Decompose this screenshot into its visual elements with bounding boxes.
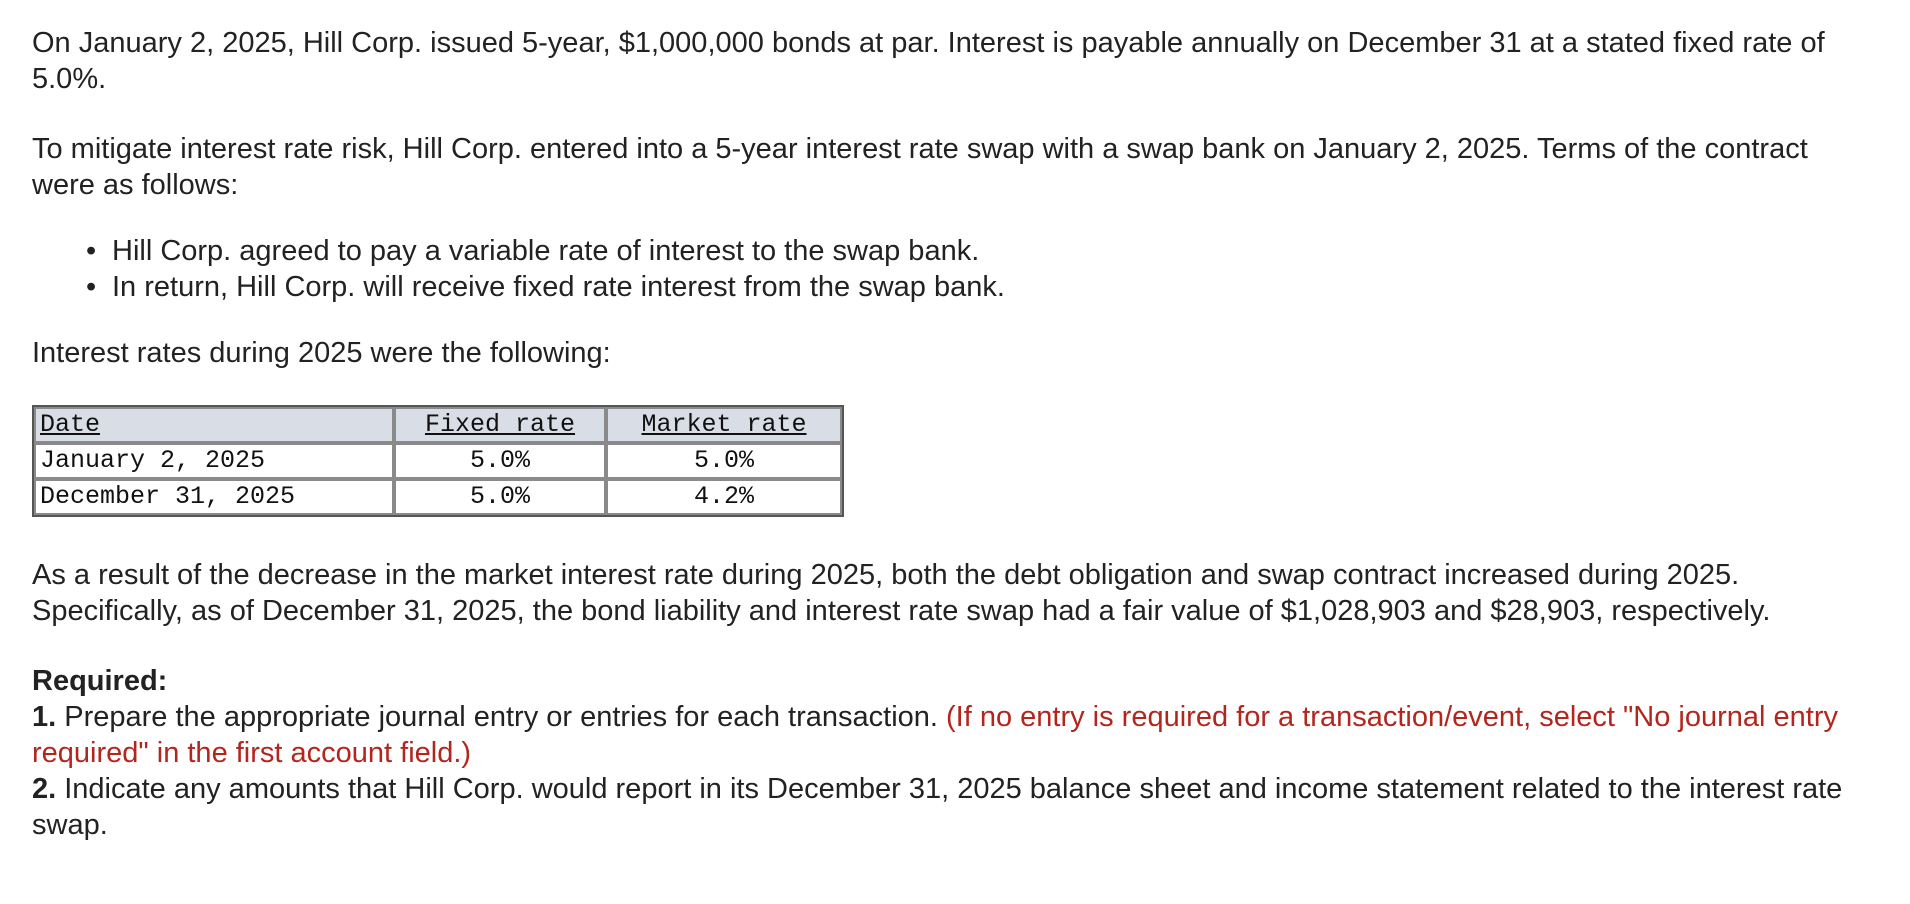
term-text: Hill Corp. agreed to pay a variable rate of interest to the swap bank.	[112, 235, 980, 267]
required-item-1	[32, 699, 1878, 771]
term-text: In return, Hill Corp. will receive fixed rate interest from the swap bank.	[112, 271, 1005, 303]
instruction-note: (If no entry is required for a transaction/event, select "No journal entry required" in the first account field.)	[32, 701, 1839, 769]
bullet-icon: •	[86, 271, 97, 303]
table-row	[34, 479, 842, 515]
cell-fixed-rate: 5.0%	[394, 443, 606, 479]
required-item-2	[32, 771, 1878, 843]
cell-market-rate: 4.2%	[606, 479, 842, 515]
bullet-icon: •	[86, 235, 97, 267]
table-header-row	[34, 407, 842, 443]
required-section	[32, 663, 1878, 843]
item-number: 1.	[32, 701, 57, 733]
list-item	[86, 269, 1878, 305]
interest-rates-table	[32, 405, 844, 517]
item-text: Prepare the appropriate journal entry or entries for each transaction.	[56, 701, 947, 733]
table-row	[34, 443, 842, 479]
header-market-rate: Market rate	[606, 407, 842, 443]
swap-intro-paragraph: To mitigate interest rate risk, Hill Corp. entered into a 5-year interest rate swap with a swap bank on January 2, 2025. Terms of the contract were as follows:	[32, 133, 1808, 201]
header-fixed-rate: Fixed rate	[394, 407, 606, 443]
cell-date: January 2, 2025	[34, 443, 394, 479]
list-item	[86, 233, 1878, 269]
fair-value-paragraph: As a result of the decrease in the market interest rate during 2025, both the debt obligation and swap contract increased during 2025. Specifically, as of December 31, 2025, the bond liability and interest rate swap had a fair value of $1,028,903 and $28,903, respectively.	[32, 559, 1771, 627]
required-heading: Required:	[32, 665, 168, 697]
cell-fixed-rate: 5.0%	[394, 479, 606, 515]
cell-market-rate: 5.0%	[606, 443, 842, 479]
bond-issue-paragraph: On January 2, 2025, Hill Corp. issued 5-year, $1,000,000 bonds at par. Interest is payable annually on December 31 at a stated fixed rate of 5.0%.	[32, 27, 1825, 95]
item-text: Indicate any amounts that Hill Corp. would report in its December 31, 2025 balance sheet and income statement related to the interest rate swap.	[32, 773, 1843, 841]
cell-date: December 31, 2025	[34, 479, 394, 515]
swap-terms-list	[32, 233, 1878, 305]
rates-intro-paragraph: Interest rates during 2025 were the following:	[32, 337, 611, 369]
item-number: 2.	[32, 773, 57, 805]
header-date: Date	[34, 407, 394, 443]
